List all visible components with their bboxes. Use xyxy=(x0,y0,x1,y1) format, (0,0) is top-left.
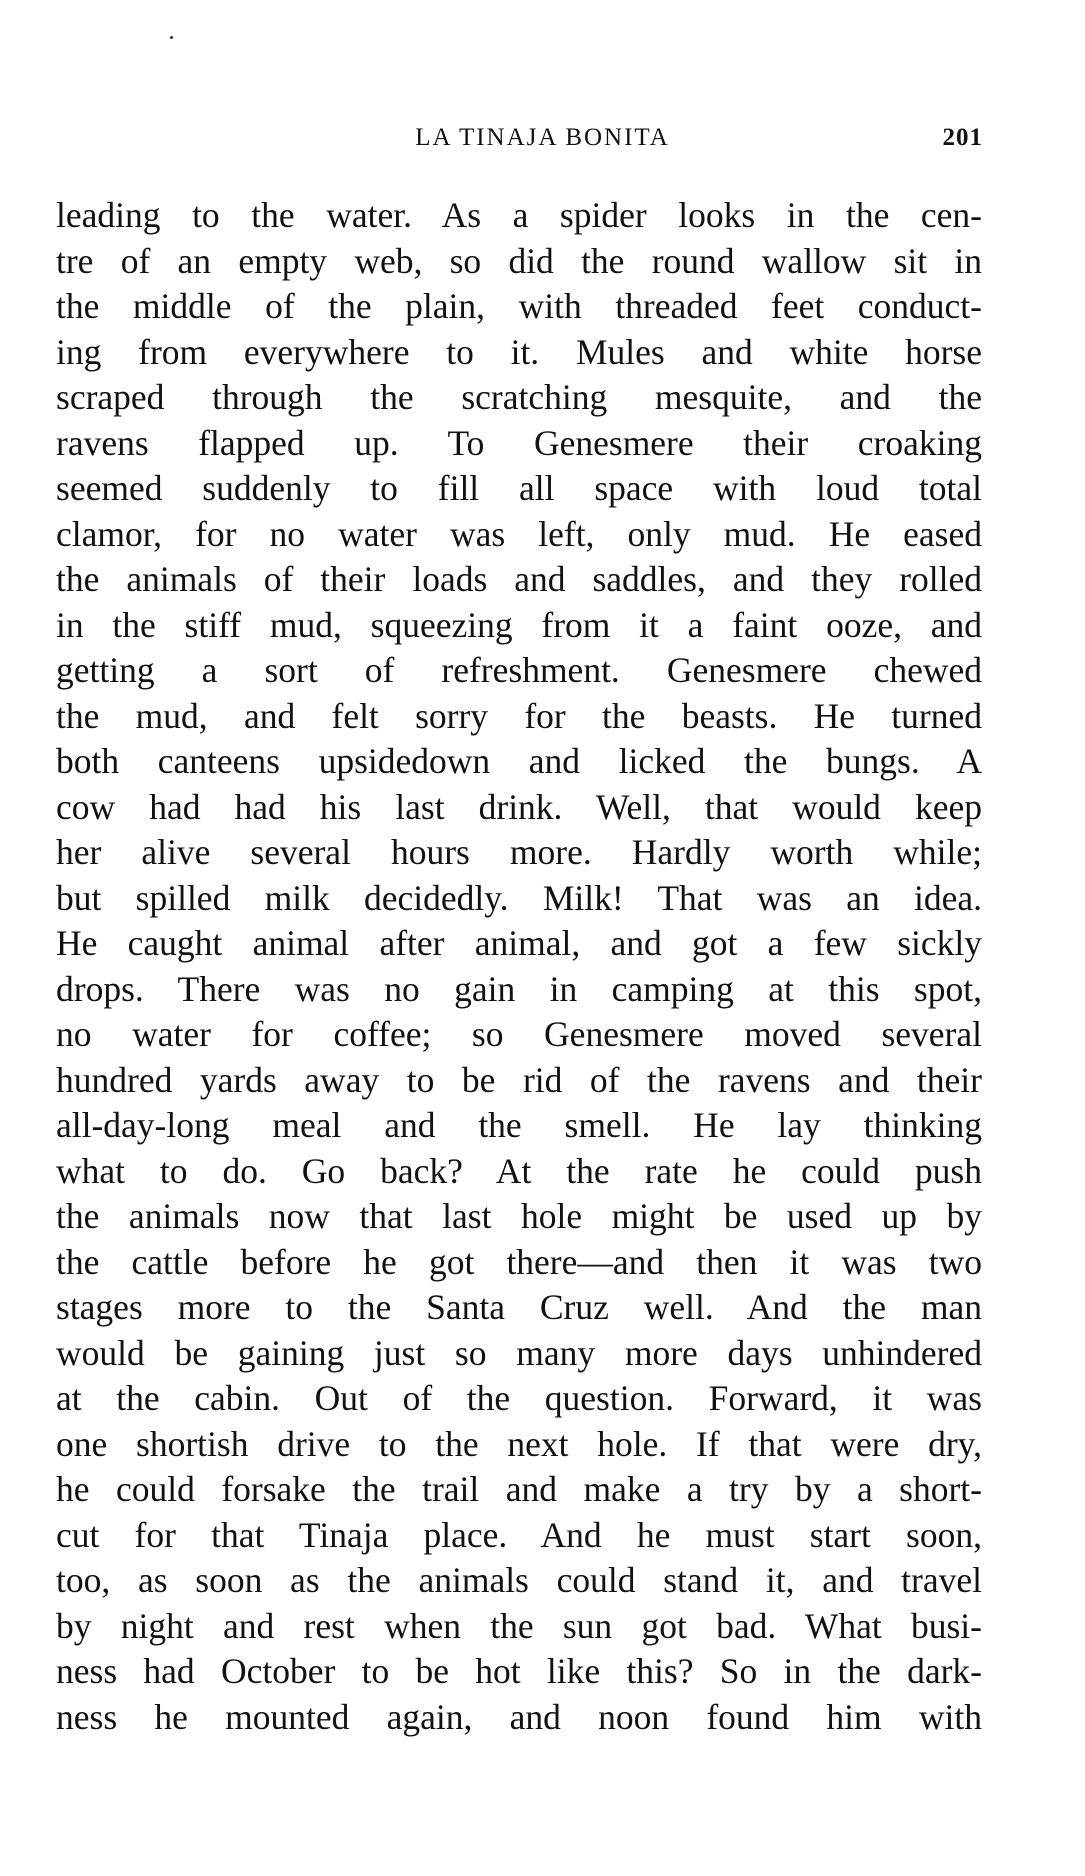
text-line: getting a sort of refreshment. Genesmere chewed xyxy=(56,650,982,690)
text-line: her alive several hours more. Hardly worth while; xyxy=(56,832,982,872)
running-head xyxy=(0,118,1085,158)
text-line: the cattle before he got there—and then it was two xyxy=(56,1241,982,1282)
text-line: would be gaining just so many more days unhindered xyxy=(56,1332,982,1373)
running-title: LA TINAJA BONITA xyxy=(415,124,670,151)
body-text xyxy=(56,193,982,1740)
text-line: seemed suddenly to fill all space with loud total xyxy=(56,468,982,508)
text-line: all-day-long meal and the smell. He lay thinking xyxy=(56,1105,982,1145)
text-line: the animals of their loads and saddles, and they rolled xyxy=(56,559,982,599)
text-line: both canteens upsidedown and licked the bungs. A xyxy=(56,741,982,781)
text-line: in the stiff mud, squeezing from it a faint ooze, and xyxy=(56,604,982,645)
text-line: too, as soon as the animals could stand it, and travel xyxy=(56,1560,982,1600)
text-line: no water for coffee; so Genesmere moved several xyxy=(56,1014,982,1054)
text-line: cow had had his last drink. Well, that would keep xyxy=(56,786,982,827)
text-line: ness he mounted again, and noon found him with xyxy=(56,1696,982,1737)
text-line: the middle of the plain, with threaded feet conduct- xyxy=(56,286,982,326)
text-line: hundred yards away to be rid of the ravens and their xyxy=(56,1059,982,1100)
text-line: one shortish drive to the next hole. If that were dry, xyxy=(56,1423,982,1464)
text-line: by night and rest when the sun got bad. What busi- xyxy=(56,1605,982,1646)
text-line: drops. There was no gain in camping at this spot, xyxy=(56,968,982,1009)
text-line: cut for that Tinaja place. And he must start soon, xyxy=(56,1514,982,1555)
page-number: 201 xyxy=(942,124,983,151)
print-speck xyxy=(170,36,173,39)
text-line: at the cabin. Out of the question. Forward, it was xyxy=(56,1378,982,1418)
text-line: clamor, for no water was left, only mud. He eased xyxy=(56,513,982,554)
text-line: ravens flapped up. To Genesmere their croaking xyxy=(56,422,982,463)
text-line: tre of an empty web, so did the round wallow sit in xyxy=(56,240,982,281)
text-line: ness had October to be hot like this? So in the dark- xyxy=(56,1651,982,1691)
text-line: but spilled milk decidedly. Milk! That was an idea. xyxy=(56,877,982,918)
text-line: leading to the water. As a spider looks in the cen- xyxy=(56,195,982,235)
text-line: the mud, and felt sorry for the beasts. He turned xyxy=(56,695,982,736)
text-line: scraped through the scratching mesquite, and the xyxy=(56,377,982,417)
text-line: ing from everywhere to it. Mules and white horse xyxy=(56,331,982,372)
text-line: what to do. Go back? At the rate he could push xyxy=(56,1150,982,1191)
text-line: He caught animal after animal, and got a few sickly xyxy=(56,923,982,963)
text-line: he could forsake the trail and make a try by a short- xyxy=(56,1469,982,1509)
text-line: stages more to the Santa Cruz well. And the man xyxy=(56,1287,982,1327)
text-line: the animals now that last hole might be used up by xyxy=(56,1196,982,1236)
